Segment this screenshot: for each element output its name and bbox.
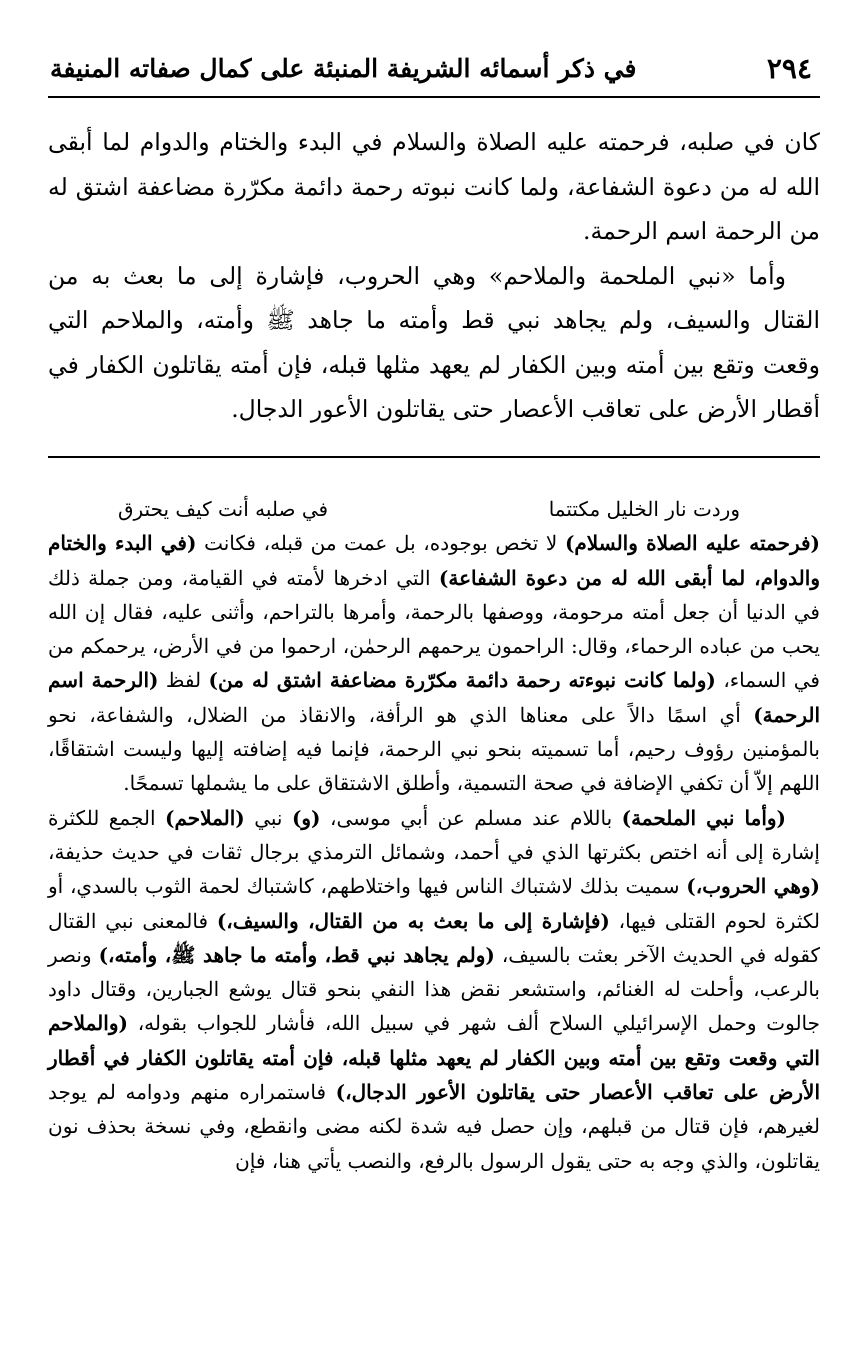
commentary-gloss: فالمعنى نبي القتال كقوله في الحديث الآخر بعثت بالسيف،	[48, 908, 821, 967]
commentary-gloss: لا تخص بوجوده، بل عمت من قبله، فكانت	[196, 531, 565, 556]
main-text-paragraph-2: وأما «نبي الملحمة والملاحم» وهي الحروب، فإشارة إلى ما بعث به من القتال والسيف، ولم يجاهد نبي قط وأمته ما جاهد ﷺ وأمته، والملاحم التي وقعت وتقع بين أمته وبين الكفار لم يعهد مثلها قبله، فإن أمته يقاتلون الكفار في أقطار الأرض على تعاقب الأعصار حتى يقاتلون الأعور الدجال.	[48, 261, 820, 423]
commentary-gloss: الجمع للكثرة إشارة إلى أنه اختص بكثرتها الذي في أحمد، وشمائل الترمذي برجال ثقات في حديث حذيفة،	[48, 805, 820, 864]
commentary-gloss: باللام عند مسلم عن أبي موسى،	[320, 805, 622, 830]
commentary-gloss: فاستمراره منهم ودوامه لم يوجد لغيرهم، فإن قتال من قبلهم، وإن حصل فيه شدة لكنه مضى وانقطع، وفي نسخة بحذف نون يقاتلون، والذي وجه به حتى يقول الرسول بالرفع، والنصب يأتي هنا، فإن	[48, 1080, 820, 1173]
quoted-main-text: (والملاحم التي وقعت وتقع بين أمته وبين الكفار لم يعهد مثلها قبله، فإن أمته يقاتلون الكفار في أقطار الأرض على تعاقب الأعصار حتى يقاتلون الأعور الدجال،)	[48, 1011, 821, 1105]
commentary-gloss: أي اسمًا دالاً على معناها الذي هو الرأفة، والانقاذ من الضلال، والشفاعة، نحو بالمؤمنين رؤوف رحيم، أما تسميته بنحو نبي الرحمة، فإنما فيه إضافته إليها وليست اشتقاقًا، اللهم إلاّ أن تكفي الإضافة في صحة التسمية، وأطلق الاشتقاق على ما يشملها تسمحًا.	[48, 702, 820, 796]
commentary-text	[48, 492, 820, 1178]
header-rule	[48, 96, 820, 98]
quoted-main-text: (الملاحم)	[165, 805, 245, 830]
verse-second-hemistich: في صلبه أنت كيف يحترق	[118, 497, 329, 521]
main-text	[48, 120, 820, 432]
quoted-main-text: (فإشارة إلى ما بعث به من القتال، والسيف،)	[216, 908, 610, 933]
page-header	[48, 48, 820, 92]
commentary-paragraph-1	[48, 526, 820, 800]
main-text-paragraph-1: كان في صلبه، فرحمته عليه الصلاة والسلام في البدء والختام والدوام لما أبقى الله له من دعوة الشفاعة، ولما كانت نبوته رحمة دائمة مكرّرة مضاعفة اشتق له من الرحمة اسم الرحمة.	[48, 128, 820, 245]
quoted-main-text: (فرحمته عليه الصلاة والسلام)	[564, 531, 821, 556]
verse-first-hemistich: وردت نار الخليل مكتتما	[548, 497, 740, 521]
quoted-main-text: (وأما نبي الملحمة)	[621, 805, 786, 830]
commentary-gloss: التي ادخرها لأمته في القيامة، ومن جملة ذلك في الدنيا أن جعل أمته مرحومة، ووصفها بالرحمة، وأمرها بالتراحم، وأثنى عليه، فقال إن الله يحب من عباده الرحماء، وقال: الراحمون يرحمهم الرحمٰن، ارحموا من في الأرض، يرحمكم من في السماء،	[48, 565, 820, 693]
quoted-main-text: (وهي الحروب،)	[686, 874, 820, 899]
quoted-main-text: (ولم يجاهد نبي قط، وأمته ما جاهد ﷺ، وأمته،)	[98, 942, 495, 967]
running-title: في ذكر أسمائه الشريفة المنبئة على كمال صفاته المنيفة	[50, 54, 637, 83]
quoted-main-text: (و)	[291, 805, 321, 830]
commentary-paragraph-2	[48, 801, 820, 1178]
quoted-main-text: (الرحمة اسم الرحمة)	[48, 668, 820, 727]
commentary-gloss: لفظ	[158, 668, 209, 693]
commentary-gloss: نبي	[244, 805, 292, 830]
quoted-main-text: (ولما كانت نبوءته رحمة دائمة مكرّرة مضاعفة اشتق له من)	[208, 668, 716, 693]
commentary-gloss: ونصر بالرعب، وأحلت له الغنائم، واستشعر نقض هذا النفي بنحو قتال يوشع الجبارين، وقتال داود جالوت وحمل الإسرائيلي السلاح ألف شهر في سبيل الله، فأشار للجواب بقوله،	[48, 942, 820, 1036]
commentary-gloss: سميت بذلك لاشتباك الناس فيها واختلاطهم، كاشتباك لحمة الثوب بالسدي، أو لكثرة لحوم القتلى فيها،	[48, 874, 820, 933]
page-number: ٢٩٤	[766, 52, 812, 85]
poetry-verse	[48, 492, 820, 526]
quoted-main-text: (في البدء والختام والدوام، لما أبقى الله له من دعوة الشفاعة)	[48, 531, 820, 590]
commentary-separator	[48, 456, 820, 458]
